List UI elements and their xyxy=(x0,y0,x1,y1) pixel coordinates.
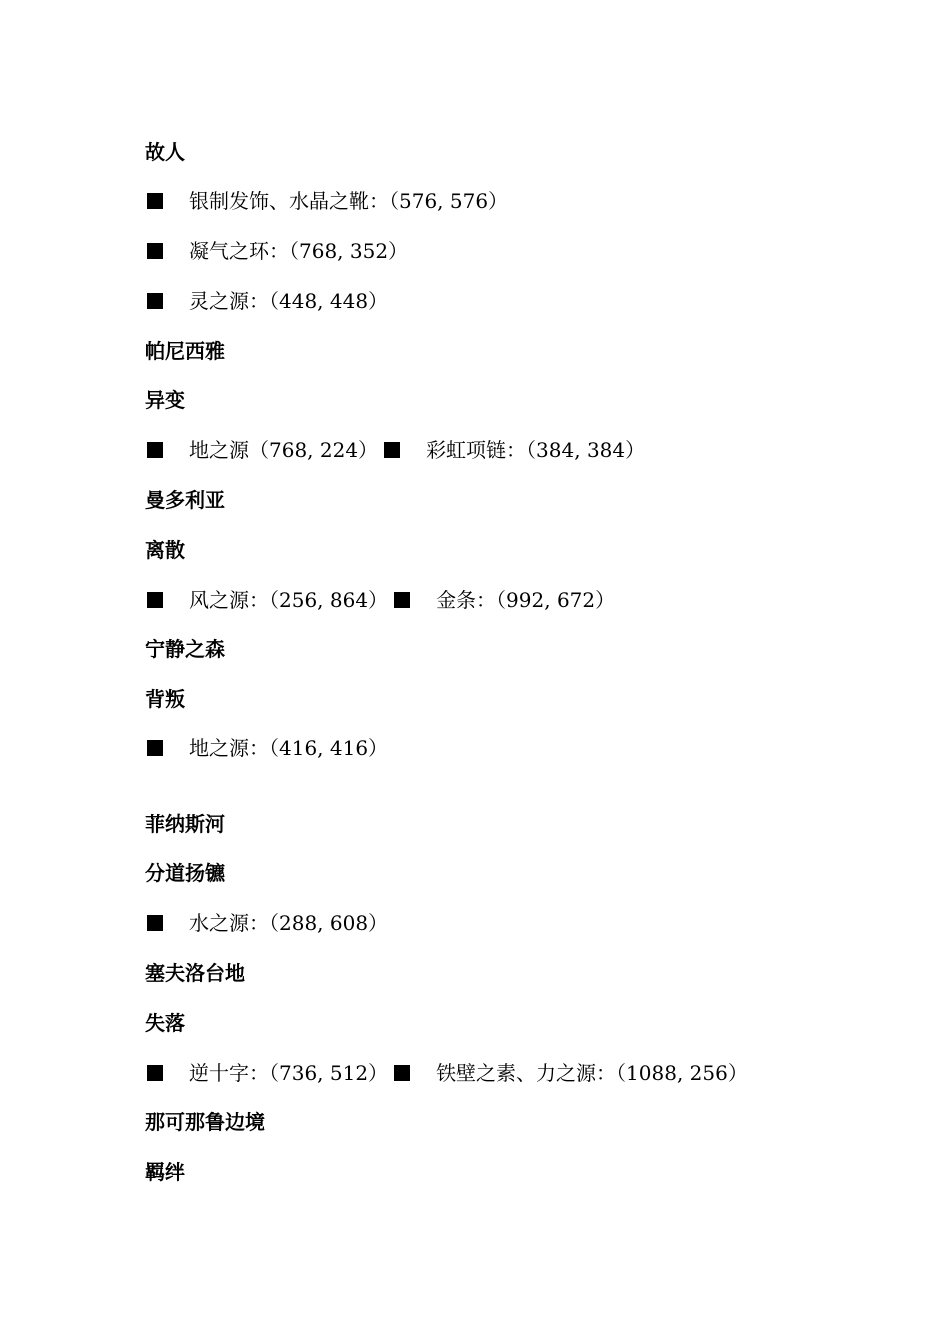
section-heading: 菲纳斯河 xyxy=(145,812,225,836)
item-text: 凝气之环：（768, 352） xyxy=(189,239,409,263)
item-text: 水之源：（288, 608） xyxy=(189,911,389,935)
bullet-square-icon xyxy=(394,1065,410,1081)
bullet-square-icon xyxy=(384,442,400,458)
bullet-square-icon xyxy=(147,592,163,608)
section-heading: 异变 xyxy=(145,388,185,412)
section-heading: 离散 xyxy=(145,538,185,562)
section-heading: 背叛 xyxy=(145,687,185,711)
bullet-square-icon xyxy=(147,1065,163,1081)
bullet-square-icon xyxy=(394,592,410,608)
bullet-square-icon xyxy=(147,243,163,259)
list-item xyxy=(145,1058,748,1088)
item-text: 银制发饰、水晶之靴：（576, 576） xyxy=(189,189,509,213)
item-text: 灵之源：（448, 448） xyxy=(189,289,389,313)
item-text: 铁壁之素、力之源：（1088, 256） xyxy=(436,1061,748,1085)
bullet-square-icon xyxy=(147,915,163,931)
list-item xyxy=(145,286,388,316)
list-item xyxy=(145,435,645,465)
section-heading: 曼多利亚 xyxy=(145,488,225,512)
bullet-square-icon xyxy=(147,442,163,458)
bullet-square-icon xyxy=(147,193,163,209)
list-item xyxy=(145,186,508,216)
section-heading: 宁静之森 xyxy=(145,637,225,661)
section-heading: 失落 xyxy=(145,1011,185,1035)
bullet-square-icon xyxy=(147,740,163,756)
section-heading: 那可那鲁边境 xyxy=(145,1110,265,1134)
item-text: 地之源（768, 224） xyxy=(189,438,379,462)
section-heading: 塞夫洛台地 xyxy=(145,961,245,985)
list-item xyxy=(145,908,388,938)
section-heading: 羁绊 xyxy=(145,1160,185,1184)
item-text: 彩虹项链：（384, 384） xyxy=(426,438,646,462)
list-item xyxy=(145,236,408,266)
item-text: 金条：（992, 672） xyxy=(436,588,616,612)
item-text: 逆十字：（736, 512） xyxy=(189,1061,389,1085)
bullet-square-icon xyxy=(147,293,163,309)
list-item xyxy=(145,733,388,763)
section-heading: 帕尼西雅 xyxy=(145,339,225,363)
item-text: 地之源：（416, 416） xyxy=(189,736,389,760)
section-heading: 故人 xyxy=(145,140,185,164)
list-item xyxy=(145,585,615,615)
item-text: 风之源：（256, 864） xyxy=(189,588,389,612)
section-heading: 分道扬镳 xyxy=(145,861,225,885)
